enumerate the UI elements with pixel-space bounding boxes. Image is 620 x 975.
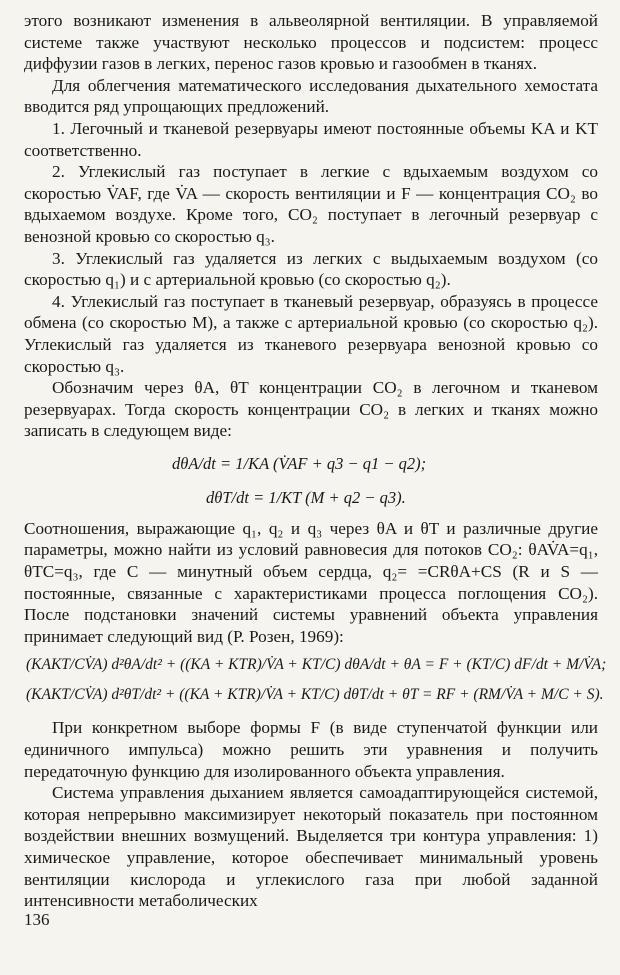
equation: (KAKT/CV̇A) d²θT/dt² + ((KA + KTR)/V̇A + KT/C) dθT/dt + θT = RF + (RM/V̇A + M/C + S). <box>26 686 604 704</box>
paragraph: Обозначим через θA, θT концентрации CO₂ в легочном и тканевом резервуарах. Тогда скорость концентрации CO₂ в легких и тканях можно записать в следующем виде: <box>24 378 598 441</box>
list-item: 2. Углекислый газ поступает в легкие с вдыхаемым воздухом со скоростью V̇AF, где V̇A — скорость вентиляции и F — концентрация CO₂ во вдыхаемом воздухе. Кроме того, CO₂ поступает в легочный резервуар с венозной кровью со скоростью q₃. <box>24 162 598 246</box>
paragraph: Для облегчения математического исследования дыхательного хемостата вводится ряд упрощающих предложений. <box>24 75 598 117</box>
list-item: 1. Легочный и тканевой резервуары имеют постоянные объемы KA и KT соответственно. <box>24 118 598 160</box>
page-number: 136 <box>24 910 50 929</box>
equation: (KAKT/CV̇A) d²θA/dt² + ((KA + KTR)/V̇A + KT/C) dθA/dt + θA = F + (KT/C) dF/dt + M/V̇A; <box>26 656 607 674</box>
paragraph: Соотношения, выражающие q₁, q₂ и q₃ через θA и θT и различные другие параметры, можно найти из условий равновесия для потоков CO₂: θAV̇A=q₁, θTC=q₃, где C — минутный объем сердца, q₂= =CRθA+CS (R и S — постоянные, связанные с характеристиками процесса поглощения CO₂). После подстановки значений системы уравнений объекта управления принимает следующий вид (Р. Розен, 1969): <box>24 518 598 646</box>
list-item: 3. Углекислый газ удаляется из легких с выдыхаемым воздухом (со скоростью q₁) и с артериальной кровью (со скоростью q₂). <box>24 248 598 290</box>
paragraph: Система управления дыханием является самоадаптирующейся системой, которая непрерывно максимизирует некоторый показатель при постоянном воздействии внешних возмущений. Выделяется три контура управления: 1) химическое управление, которое обеспечивает минимальный уровень вентиляции кислорода и углекислого газа при любой заданной интенсивности метаболических <box>24 783 598 911</box>
paragraph: этого возникают изменения в альвеолярной вентиляции. В управляемой системе также участвуют несколько процессов и подсистем: процесс диффузии газов в легких, перенос газов кровью и газообмен в тканях. <box>24 11 598 74</box>
equation: dθA/dt = 1/KA (V̇AF + q3 − q1 − q2); <box>172 453 427 473</box>
list-item: 4. Углекислый газ поступает в тканевый резервуар, образуясь в процессе обмена (со скоростью M), а также с артериальной кровью (со скоростью q₂). Углекислый газ удаляется из тканевого резервуара венозной кровью со скоростью q₃. <box>24 291 598 376</box>
paragraph: При конкретном выборе формы F (в виде ступенчатой функции или единичного импульса) можно решить эти уравнения и получить передаточную функцию для изолированного объекта управления. <box>24 718 598 781</box>
equation: dθT/dt = 1/KT (M + q2 − q3). <box>206 487 406 507</box>
